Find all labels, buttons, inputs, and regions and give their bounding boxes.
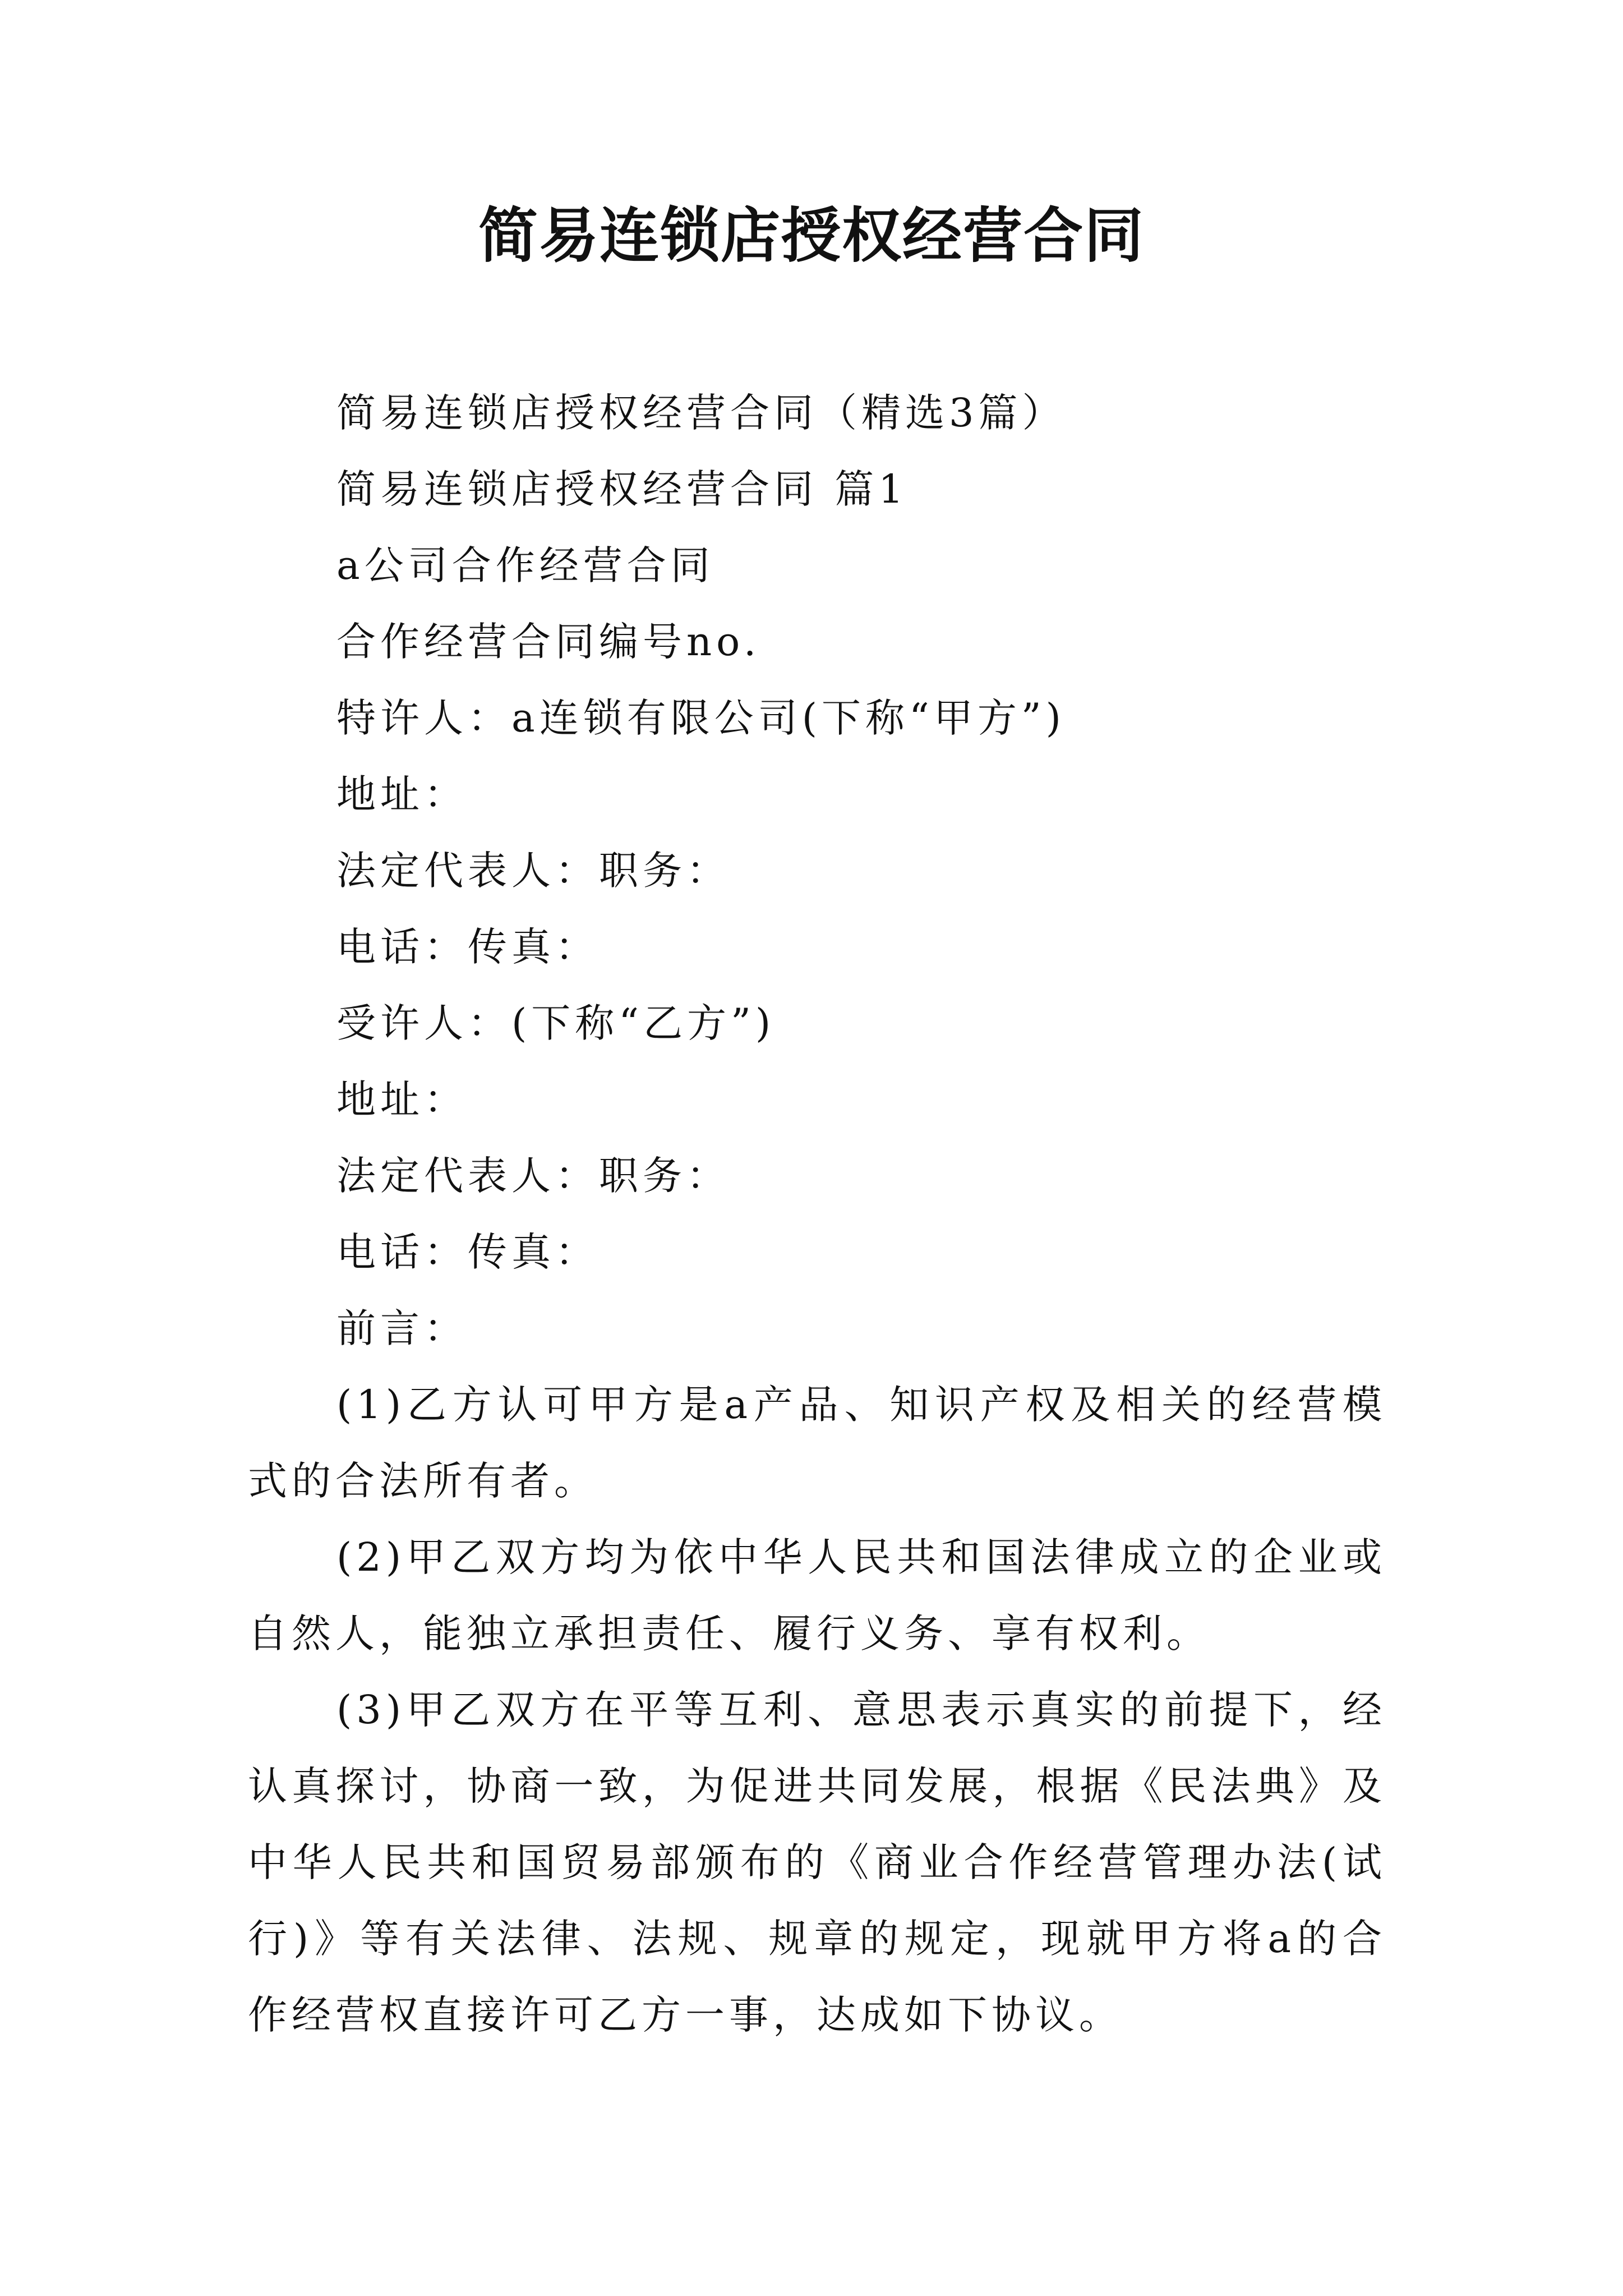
document-line: 简易连锁店授权经营合同 篇1 [336,466,908,512]
document-line: 特许人：a连锁有限公司(下称“甲方”) [336,695,1066,741]
document-paragraph: (1)乙方认可甲方是a产品、知识产权及相关的经营模式的合法所有者。 [248,1382,1386,1504]
document-line: 合作经营合同编号no. [336,619,761,665]
document-paragraph: (3)甲乙双方在平等互利、意思表示真实的前提下，经认真探讨，协商一致，为促进共同发展，根据《民法典》及中华人民共和国贸易部颁布的《商业合作经营管理办法(试行)》等有关法律、法规、规章的规定，现就甲方将a的合作经营权直接许可乙方一事，达成如下协议。 [248,1687,1386,2038]
document-line: a公司合作经营合同 [336,542,714,588]
document-paragraph: (2)甲乙双方均为依中华人民共和国法律成立的企业或自然人，能独立承担责任、履行义务、享有权利。 [248,1534,1386,1657]
document-line: 地址： [336,771,468,817]
document-line: 电话：传真： [336,924,599,970]
document-line: 简易连锁店授权经营合同（精选3篇） [336,390,1066,436]
document-title: 简易连锁店授权经营合同 [478,200,1145,270]
document-line: 受许人：(下称“乙方”) [336,1000,776,1046]
document-body [248,375,1386,2053]
document-line: 电话：传真： [336,1229,599,1275]
document-line: 法定代表人：职务： [336,848,730,894]
document-line: 地址： [336,1076,468,1122]
document-line: 前言： [336,1305,468,1351]
document-line: 法定代表人：职务： [336,1153,730,1199]
